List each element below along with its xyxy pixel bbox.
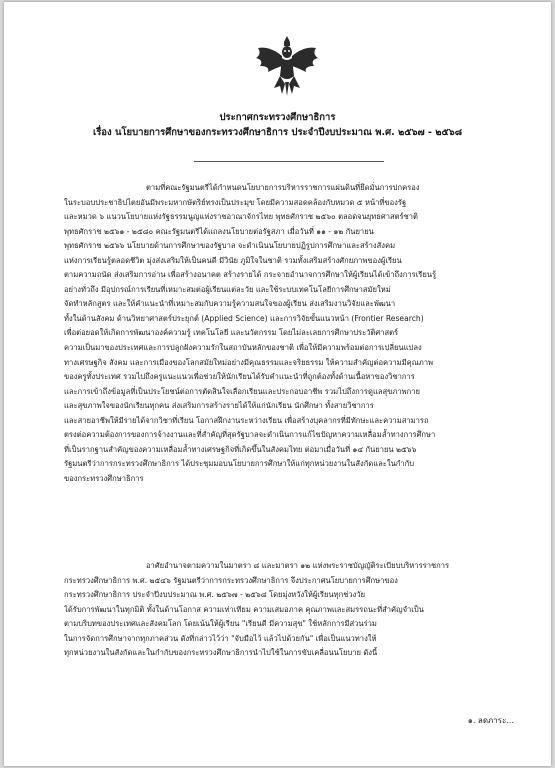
- paragraph-line: ทางเศรษฐกิจ สังคม และการเมืองของโลกสมัยใหม่อย่างมีคุณธรรมและจริยธรรม ให้ความสำคัญต่อความมีคุณภาพ: [64, 357, 434, 367]
- paragraph-line: พุทธศักราช ๒๕๖๖ นโยบายด้านการศึกษาของรัฐบาล จะดำเนินนโยบายปฏิรูปการศึกษาและสร้างสังคม: [64, 241, 396, 251]
- paragraph-line: และการเข้าถึงข้อมูลที่เป็นประโยชน์ต่อการตัดสินใจเลือกเรียนและประกอบอาชีพ รวมไปถึงการดูแลสุขภาพกาย: [64, 386, 420, 396]
- paragraph-line: อาศัยอำนาจตามความในมาตรา ๘ และมาตรา ๑๒ แห่งพระราชบัญญัติระเบียบบริหารราชการ: [146, 561, 450, 570]
- garuda-emblem-icon: [252, 32, 322, 102]
- paragraph-line: และหมวด ๖ แนวนโยบายแห่งรัฐธรรมนูญแห่งราชอาณาจักรไทย พุทธศักราช ๒๕๖๐ ตลอดจนยุทธศาสตร์ชาติ: [64, 212, 418, 222]
- paragraph-line: เพื่อต่อยอดให้เกิดการพัฒนาองค์ความรู้ เทคโนโลยี และนวัตกรรม โดยไม่ละเลยการศึกษาประวัติศาสตร์: [64, 328, 399, 338]
- paragraph-line: และสายอาชีพให้มีรายได้จากวิชาที่เรียน โอกาสฝึกงานระหว่างเรียน เพื่อสร้างบุคลากรที่มีทักษะและความสามารถ: [64, 415, 429, 425]
- paragraph-line: ตามบริบทของประเทศและสังคมโลก โดยเน้นให้ผู้เรียน "เรียนดี มีความสุข" ใช้หลักการมีส่วนร่วม: [64, 619, 377, 629]
- paragraph-line: อย่างทั่วถึง มีอุปกรณ์การเรียนที่เหมาะสมต่อผู้เรียนแต่ละวัย และใช้ระบบเทคโนโลยีการศึกษาสมัยใหม่: [64, 284, 391, 294]
- paragraph-line: ของครูทั้งประเทศ รวมไปถึงครูแนะแนวเพื่อช่วยให้นักเรียนได้รับคำแนะนำที่ถูกต้องทั้งด้านเนื้อหาของวิชาการ: [64, 372, 415, 382]
- paragraph-line: ที่เป็นรากฐานสำคัญของความเหลื่อมล้ำทางเศรษฐกิจที่เกิดขึ้นในสังคมไทย ต่อมาเมื่อวันที่ ๑๔ กันยายน ๒๕๖๖: [64, 444, 417, 454]
- title-divider: [194, 161, 384, 162]
- paragraph-line: รัฐมนตรีว่าการกระทรวงศึกษาธิการ ได้ประชุมมอบนโยบายการศึกษาให้แก่ทุกหน่วยงานในสังกัดและในกำกับ: [64, 459, 415, 469]
- paragraph-line: ความเป็นมาของประเทศและการปลูกฝังความรักในสถาบันหลักของชาติ เพื่อให้มีความพร้อมต่อการเปลี่ยนแปลง: [64, 343, 422, 353]
- paragraph-line: กระทรวงศึกษาธิการ พ.ศ. ๒๕๔๖ รัฐมนตรีว่าการกระทรวงศึกษาธิการ จึงประกาศนโยบายการศึกษาของ: [64, 575, 398, 585]
- paragraph-2: [64, 559, 508, 661]
- paragraph-line: ตามที่คณะรัฐมนตรีได้กำหนดนโยบายการบริหารราชการแผ่นดินที่ยึดมั่นการปกครอง: [146, 183, 420, 192]
- announcement-subject: เรื่อง นโยบายการศึกษาของกระทรวงศึกษาธิการ ประจำปีงบประมาณ พ.ศ. ๒๕๖๗ - ๒๕๖๘: [92, 127, 463, 138]
- announcement-title: ประกาศกระทรวงศึกษาธิการ: [219, 112, 336, 123]
- paragraph-line: ในระบอบประชาธิปไตยอันมีพระมหากษัตริย์ทรงเป็นประมุข โดยมีความสอดคล้องกับหมวด ๕ หน้าที่ของรัฐ: [64, 197, 407, 207]
- paragraph-line: ในการจัดการศึกษาจากทุกภาคส่วน ดังที่กล่าวไว้ว่า "จับมือไว้ แล้วไปด้วยกัน" เพื่อเป็นแนวทางให้: [64, 633, 377, 643]
- document-page: [4, 2, 551, 766]
- paragraph-line: ตรงต่อความต้องการของการจ้างงานและที่สำคัญที่สุดรัฐบาลจะดำเนินการแก้ไขปัญหาความเหลื่อมล้ำทางการศึกษา: [64, 430, 436, 440]
- paragraph-line: ทั้งในด้านสังคม ด้านวิทยาศาสตร์ประยุกต์ (Applied Science) และการวิจัยขั้นแนวหน้า (Frontier Research): [64, 313, 424, 323]
- paragraph-line: พุทธศักราช ๒๕๖๑ - ๒๕๘๐ คณะรัฐมนตรีได้แถลงนโยบายต่อรัฐสภา เมื่อวันที่ ๑๑ - ๑๒ กันยายน: [64, 226, 374, 236]
- paragraph-line: และสุขภาพใจของนักเรียนทุกคน ส่งเสริมการสร้างรายได้ให้แก่นักเรียน นักศึกษา ทั้งสายวิชาการ: [64, 401, 374, 411]
- paragraph-line: กระทรวงศึกษาธิการ ประจำปีงบประมาณ พ.ศ. ๒๕๖๗ - ๒๕๖๘ โดยมุ่งหวังให้ผู้เรียนทุกช่วงวัย: [64, 590, 366, 600]
- paragraph-line: ได้รับการพัฒนาในทุกมิติ ทั้งในด้านโอกาส ความเท่าเทียม ความเสมอภาค คุณภาพและสมรรถนะที่สำคัญจำเป็น: [64, 604, 424, 614]
- paragraph-line: ตามความถนัด ส่งเสริมการอ่าน เพื่อสร้างอนาคต สร้างรายได้ กระจายอำนาจการศึกษาให้ผู้เรียนได้เข้าถึงการเรียนรู้: [64, 270, 437, 280]
- paragraph-line: ทุกหน่วยงานในสังกัดและในกำกับของกระทรวงศึกษาธิการนำไปใช้ในการขับเคลื่อนนโยบาย ดังนี้: [64, 648, 378, 658]
- paragraph-line: ของกระทรวงศึกษาธิการ: [64, 473, 144, 483]
- paragraph-line: แห่งการเรียนรู้ตลอดชีวิต มุ่งส่งเสริมให้เป็นคนดี มีวินัย ภูมิใจในชาติ รวมทั้งเสริมสร้างศักยภาพของผู้เรียน: [64, 255, 402, 265]
- paragraph-1: [64, 181, 508, 486]
- page-continuation: ๑. ลดภาระ...: [467, 716, 514, 725]
- paragraph-line: จัดทำหลักสูตร และให้คำแนะนำที่เหมาะสมกับความรู้ความสนใจของผู้เรียน ส่งเสริมงานวิจัยและพัฒนา: [64, 299, 396, 309]
